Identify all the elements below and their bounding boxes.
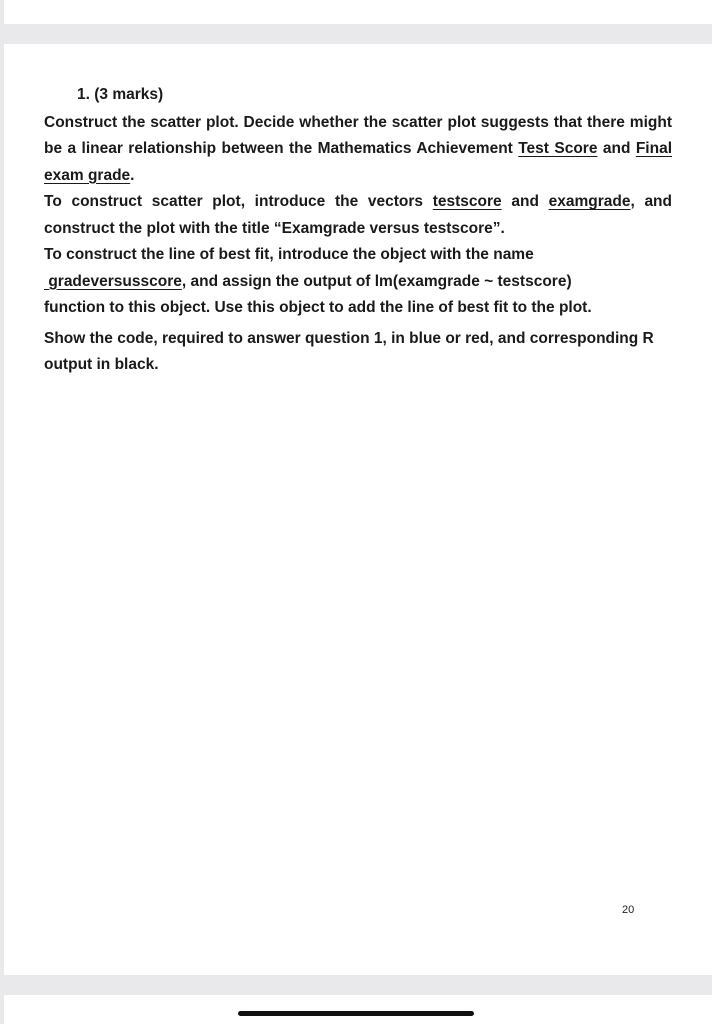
underlined-gradeversusscore [44, 273, 182, 290]
underlined-test-score: Test Score [518, 140, 598, 157]
object-name: gradeversusscore [48, 272, 182, 290]
page-number: 20 [622, 904, 635, 916]
paragraph-text: , and construct the plot with the title “Examgrade versus testscore”. [44, 193, 672, 237]
paragraph-line-of-best-fit [44, 242, 672, 322]
paragraph-show-code: Show the code, required to answer question 1, in blue or red, and corresponding R output in black. [44, 329, 654, 373]
question-heading: 1. (3 marks) [77, 86, 164, 103]
page-content [44, 82, 672, 379]
document-page [4, 44, 712, 975]
paragraph-text: and [597, 140, 636, 157]
next-page-edge [4, 995, 712, 1024]
paragraph-text: Construct the scatter plot. Decide whether the scatter plot suggests that there might be a linear relationship between the Mathematics Achievement [44, 113, 672, 157]
paragraph-text: and [501, 193, 549, 210]
paragraph-vectors [44, 189, 672, 242]
underlined-examgrade: examgrade [548, 193, 631, 210]
paragraph-text: To construct scatter plot, introduce the vectors [44, 193, 433, 210]
paragraph-text: . [130, 166, 135, 184]
paragraph-line: To construct the line of best fit, introduce the object with the name [44, 246, 534, 263]
home-indicator-bar[interactable] [238, 1011, 474, 1016]
previous-page-edge [4, 0, 712, 24]
paragraph-line: , and assign the output of lm(examgrade ~ testscore) [181, 272, 572, 290]
underlined-final-exam-grade: Final exam grade [44, 140, 672, 184]
paragraph-line: function to this object. Use this object to add the line of best fit to the plot. [44, 299, 592, 316]
underlined-testscore: testscore [432, 193, 502, 210]
paragraph-instructions [44, 110, 672, 190]
